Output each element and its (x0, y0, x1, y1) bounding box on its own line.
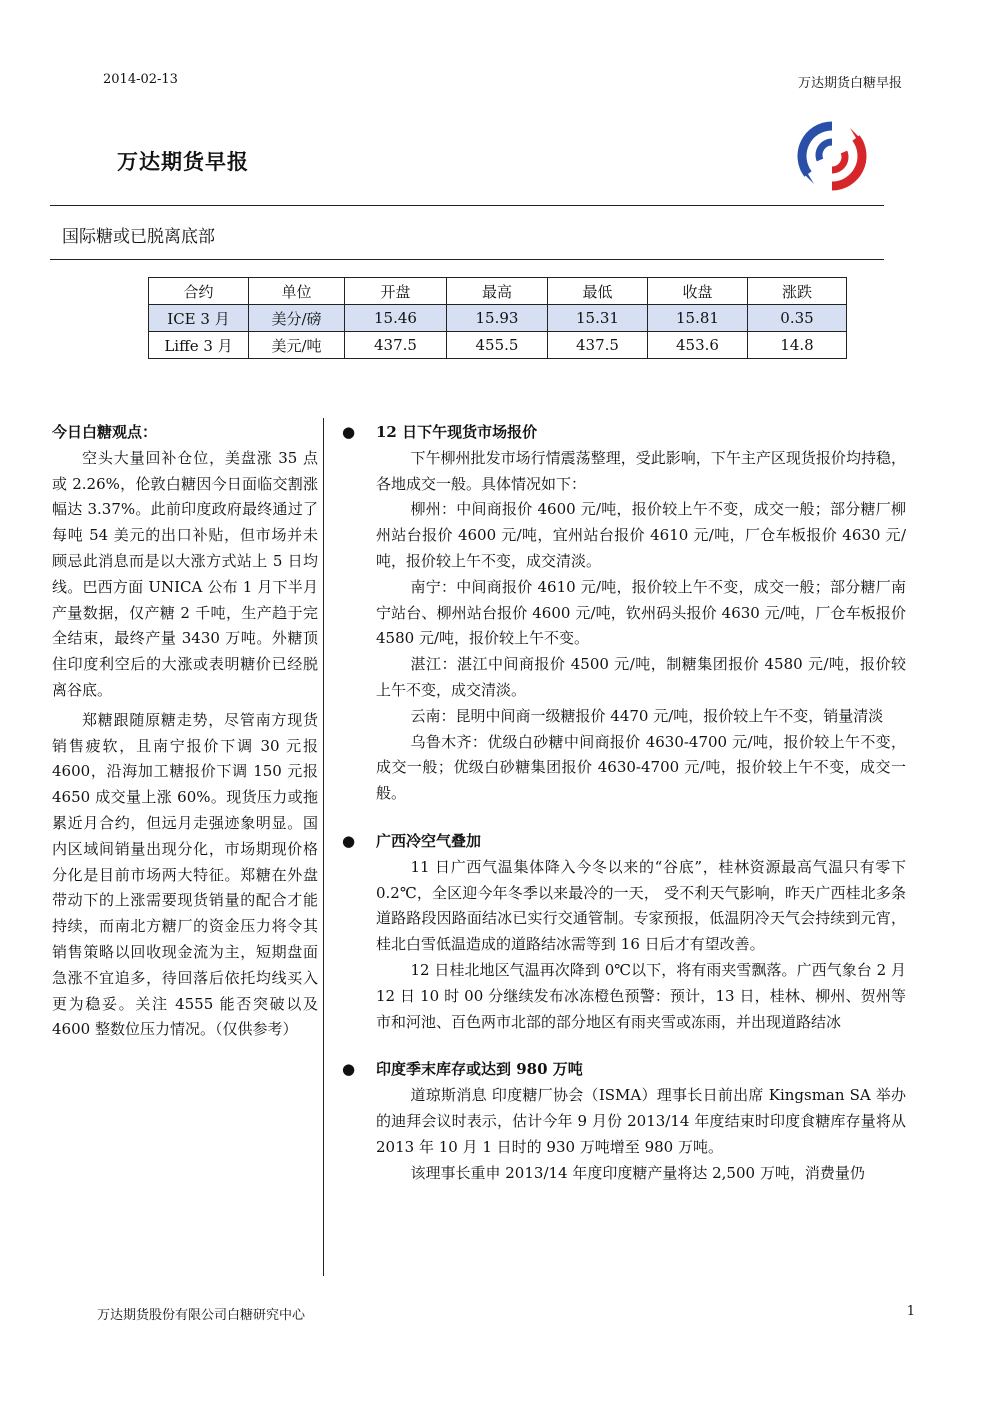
table-row (149, 332, 847, 359)
table-cell: 437.5 (548, 332, 648, 359)
report-subtitle: 国际糖或已脱离底部 (62, 227, 215, 247)
section-paragraph: 湛江：湛江中间商报价 4500 元/吨，制糖集团报价 4580 元/吨，报价较上午不变，成交清淡。 (376, 655, 906, 699)
table-cell: 0.35 (748, 305, 847, 332)
section-paragraph: 云南：昆明中间商一级糖报价 4470 元/吨，报价较上午不变，销量清淡 (410, 706, 884, 725)
footer-company: 万达期货股份有限公司白糖研究中心 (97, 1308, 306, 1323)
table-cell: 美元/吨 (249, 332, 345, 359)
price-table (148, 277, 847, 359)
outlook-column (52, 420, 318, 1047)
subtitle-divider (50, 259, 884, 260)
section-paragraph: 柳州：中间商报价 4600 元/吨，报价较上午不变，成交一般；部分糖厂柳州站台报价 4600 元/吨，宜州站台报价 4610 元/吨，厂仓车板报价 4630 元/吨，报价较上午不变，成交清淡。 (376, 500, 906, 570)
bullet-icon: ● (342, 831, 356, 850)
page-title: 万达期货早报 (117, 150, 249, 174)
table-cell: ICE 3 月 (149, 305, 249, 332)
header-report-name: 万达期货白糖早报 (797, 76, 902, 91)
top-divider (50, 205, 884, 206)
section-paragraph: 下午柳州批发市场行情震荡整理，受此影响，下午主产区现货报价均持稳，各地成交一般。具体情况如下： (376, 448, 906, 493)
page-number: 1 (906, 1304, 915, 1319)
table-cell: Liffe 3 月 (149, 332, 249, 359)
table-header-cell: 合约 (149, 278, 249, 305)
table-header-cell: 开盘 (345, 278, 447, 305)
table-cell: 15.93 (447, 305, 548, 332)
table-header-cell: 收盘 (648, 278, 748, 305)
table-header-cell: 单位 (249, 278, 345, 305)
section-paragraph: 11 日广西气温集体降入今冬以来的“谷底”，桂林资源最高气温只有零下 0.2℃，全区迎今年冬季以来最冷的一天， 受不利天气影响，昨天广西桂北多条道路路段因路面结冰已实行交通管制。专家预报，低温阴冷天气会持续到元宵，桂北白雪低温造成的道路结冰需等到 16 日后才有望改善。 (376, 857, 906, 954)
table-cell: 美分/磅 (249, 305, 345, 332)
section-paragraph: 乌鲁木齐：优级白砂糖中间商报价 4630-4700 元/吨，报价较上午不变，成交一般；优级白砂糖集团报价 4630-4700 元/吨，报价较上午不变，成交一般。 (376, 732, 906, 803)
column-divider (323, 418, 324, 1276)
table-cell: 453.6 (648, 332, 748, 359)
news-section-cold-weather (342, 829, 906, 1035)
section-heading: ● 12 日下午现货市场报价 (342, 420, 906, 446)
table-header-row (149, 278, 847, 305)
news-section-spot-prices (342, 420, 906, 807)
table-header-cell: 涨跌 (748, 278, 847, 305)
table-cell: 15.31 (548, 305, 648, 332)
outlook-paragraph: 郑糖跟随原糖走势，尽管南方现货销售疲软，且南宁报价下调 30 元报 4600，沿海加工糖报价下调 150 元报 4650 成交量上涨 60%。现货压力或拖累近月合约，但远月走强迹象明显。国内区域间销量出现分化，市场期现价格分化是目前市场两大特征。郑糖在外盘带动下的上涨需要现货销量的配合才能持续，而南北方糖厂的资金压力将令其销售策略以回收现金流为主，短期盘面急涨不宜追多，待回落后依托均线买入更为稳妥。关注 4555 能否突破以及 4600 整数位压力情况。（仅供参考） (52, 710, 318, 1039)
outlook-heading: 今日白糖观点： (52, 423, 158, 441)
news-section-india-stocks (342, 1057, 906, 1186)
bullet-icon: ● (342, 423, 356, 441)
section-paragraph: 该理事长重申 2013/14 年度印度糖产量将达 2,500 万吨，消费量仍 (410, 1163, 865, 1182)
outlook-paragraph: 空头大量回补仓位，美盘涨 35 点或 2.26%，伦敦白糖因今日面临交割涨幅达 3.37%。此前印度政府最终通过了每吨 54 美元的出口补贴，但市场并未顾忌此消息而是以大涨方式站上 5 日均线。巴西方面 UNICA 公布 1 月下半月产量数据，仅产糖 2 千吨，生产趋于完全结束，最终产量 3430 万吨。外糖顶住印度利空后的大涨或表明糖价已经脱离谷底。 (52, 448, 318, 699)
table-cell: 455.5 (447, 332, 548, 359)
table-cell: 15.81 (648, 305, 748, 332)
table-cell: 14.8 (748, 332, 847, 359)
table-cell: 15.46 (345, 305, 447, 332)
header-date: 2014-02-13 (103, 72, 178, 87)
section-heading: ● 印度季末库存或达到 980 万吨 (342, 1057, 906, 1083)
section-heading: ● 广西冷空气叠加 (342, 829, 906, 855)
table-row (149, 305, 847, 332)
bullet-icon: ● (342, 1060, 356, 1079)
table-cell: 437.5 (345, 332, 447, 359)
section-paragraph: 12 日桂北地区气温再次降到 0℃以下，将有雨夹雪飘落。广西气象台 2 月 12 日 10 时 00 分继续发布冰冻橙色预警：预计，13 日，桂林、柳州、贺州等市和河池、百色两市北部的部分地区有雨夹雪或冻雨，并出现道路结冰 (376, 960, 906, 1031)
table-header-cell: 最高 (447, 278, 548, 305)
company-logo (796, 120, 868, 192)
table-header-cell: 最低 (548, 278, 648, 305)
news-column (342, 420, 906, 1208)
section-paragraph: 道琼斯消息 印度糖厂协会（ISMA）理事长日前出席 Kingsman SA 举办的迪拜会议时表示，估计今年 9 月份 2013/14 年度结束时印度食糖库存量将从 2013 年 10 月 1 日时的 930 万吨增至 980 万吨。 (376, 1086, 906, 1156)
section-paragraph: 南宁：中间商报价 4610 元/吨，报价较上午不变，成交一般；部分糖厂南宁站台、柳州站台报价 4600 元/吨，钦州码头报价 4630 元/吨，厂仓车板报价 4580 元/吨，报价较上午不变。 (376, 577, 906, 648)
